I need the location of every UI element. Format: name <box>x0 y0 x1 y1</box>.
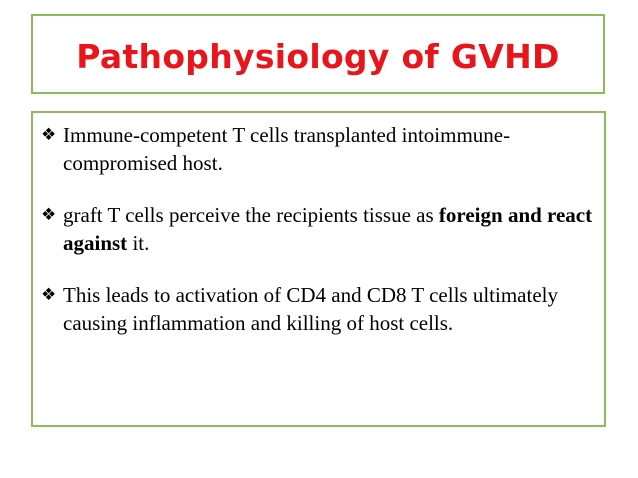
content-box <box>31 111 606 427</box>
bullet-3-text: This leads to activation of CD4 and CD8 T cells ultimately causing inflammation and killing of host cells. <box>63 283 558 335</box>
bullet-3 <box>41 281 594 337</box>
diamond-bullet-icon: ❖ <box>41 125 57 145</box>
bullet-2-text-a: graft T cells perceive the recipients tissue as <box>63 203 439 227</box>
title-box <box>31 14 605 94</box>
diamond-bullet-icon: ❖ <box>41 205 57 225</box>
bullet-2 <box>41 201 594 257</box>
bullet-1 <box>41 121 594 177</box>
slide-title: Pathophysiology of GVHD <box>76 36 560 76</box>
diamond-bullet-icon: ❖ <box>41 285 57 305</box>
bullet-2-bold-text: foreign and react against <box>63 203 593 255</box>
bullet-1-text: Immune-competent T cells transplanted intoimmune-compromised host. <box>63 123 511 175</box>
bullet-2-text-b: it. <box>127 231 150 255</box>
